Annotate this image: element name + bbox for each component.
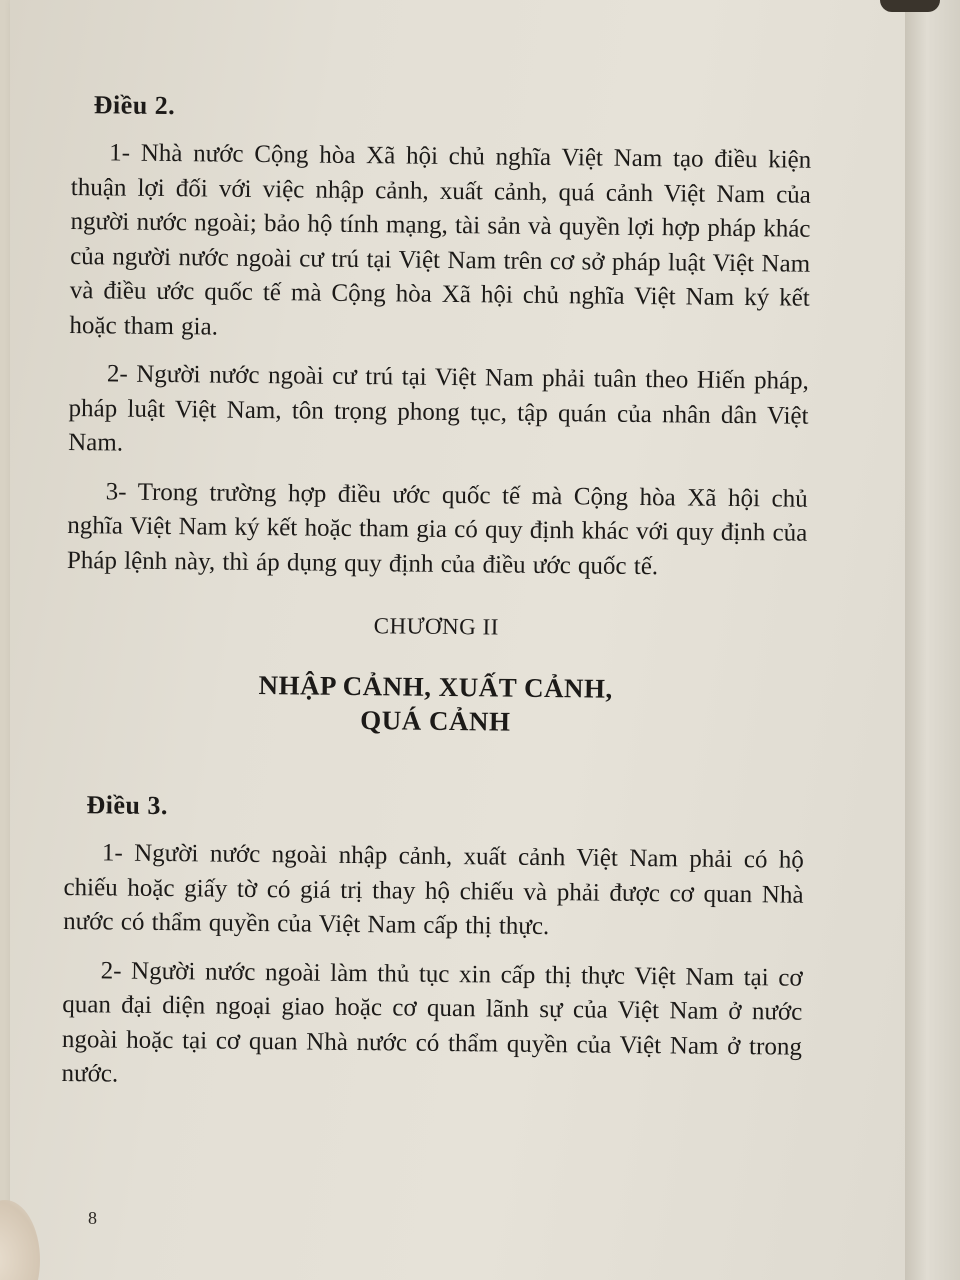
book-spine-shadow [880, 0, 940, 12]
article-2-paragraph-3: 3- Trong trường hợp điều ước quốc tế mà Cộng hòa Xã hội chủ nghĩa Việt Nam ký kết hoặc tham gia có quy định khác với quy định của Pháp lệnh này, thì áp dụng quy định của điều ước quốc tế. [66, 477, 808, 580]
page-edge [905, 0, 960, 1280]
chapter-title-line-2: QUÁ CẢNH [360, 705, 511, 737]
article-2-paragraph-2: 2- Người nước ngoài cư trú tại Việt Nam phải tuân theo Hiến pháp, pháp luật Việt Nam, tôn trọng phong tục, tập quán của nhân dân Việt Nam. [68, 360, 810, 457]
page-text [61, 80, 812, 1113]
article-2-title: Điều 2. [93, 90, 176, 121]
page-number: 8 [88, 1208, 97, 1228]
book-page [10, 0, 915, 1280]
chapter-title [65, 666, 806, 742]
chapter-title-line-1: NHẬP CẢNH, XUẤT CẢNH, [258, 669, 613, 704]
article-2-paragraph-1: 1- Nhà nước Cộng hòa Xã hội chủ nghĩa Việt Nam tạo điều kiện thuận lợi đối với việc nhập cảnh, xuất cảnh, quá cảnh Việt Nam của người nước ngoài; bảo hộ tính mạng, tài sản và quyền lợi hợp pháp khác của người nước ngoài cư trú tại Việt Nam trên cơ sở pháp luật Việt Nam và điều ước quốc tế mà Cộng hòa Xã hội chủ nghĩa Việt Nam ký kết hoặc tham gia. [69, 139, 812, 341]
article-3-paragraph-1: 1- Người nước ngoài nhập cảnh, xuất cảnh Việt Nam phải có hộ chiếu hoặc giấy tờ có giá trị thay hộ chiếu và phải được cơ quan Nhà nước có thẩm quyền của Việt Nam cấp thị thực. [63, 839, 805, 941]
chapter-label: CHƯƠNG II [373, 613, 500, 640]
article-3-title: Điều 3. [86, 790, 169, 821]
article-3-paragraph-2: 2- Người nước ngoài làm thủ tục xin cấp thị thực Việt Nam tại cơ quan đại diện ngoại giao hoặc cơ quan lãnh sự của Việt Nam ở nước ngoài hoặc tại cơ quan Nhà nước có thẩm quyền của Việt Nam ở trong nước. [61, 956, 803, 1088]
